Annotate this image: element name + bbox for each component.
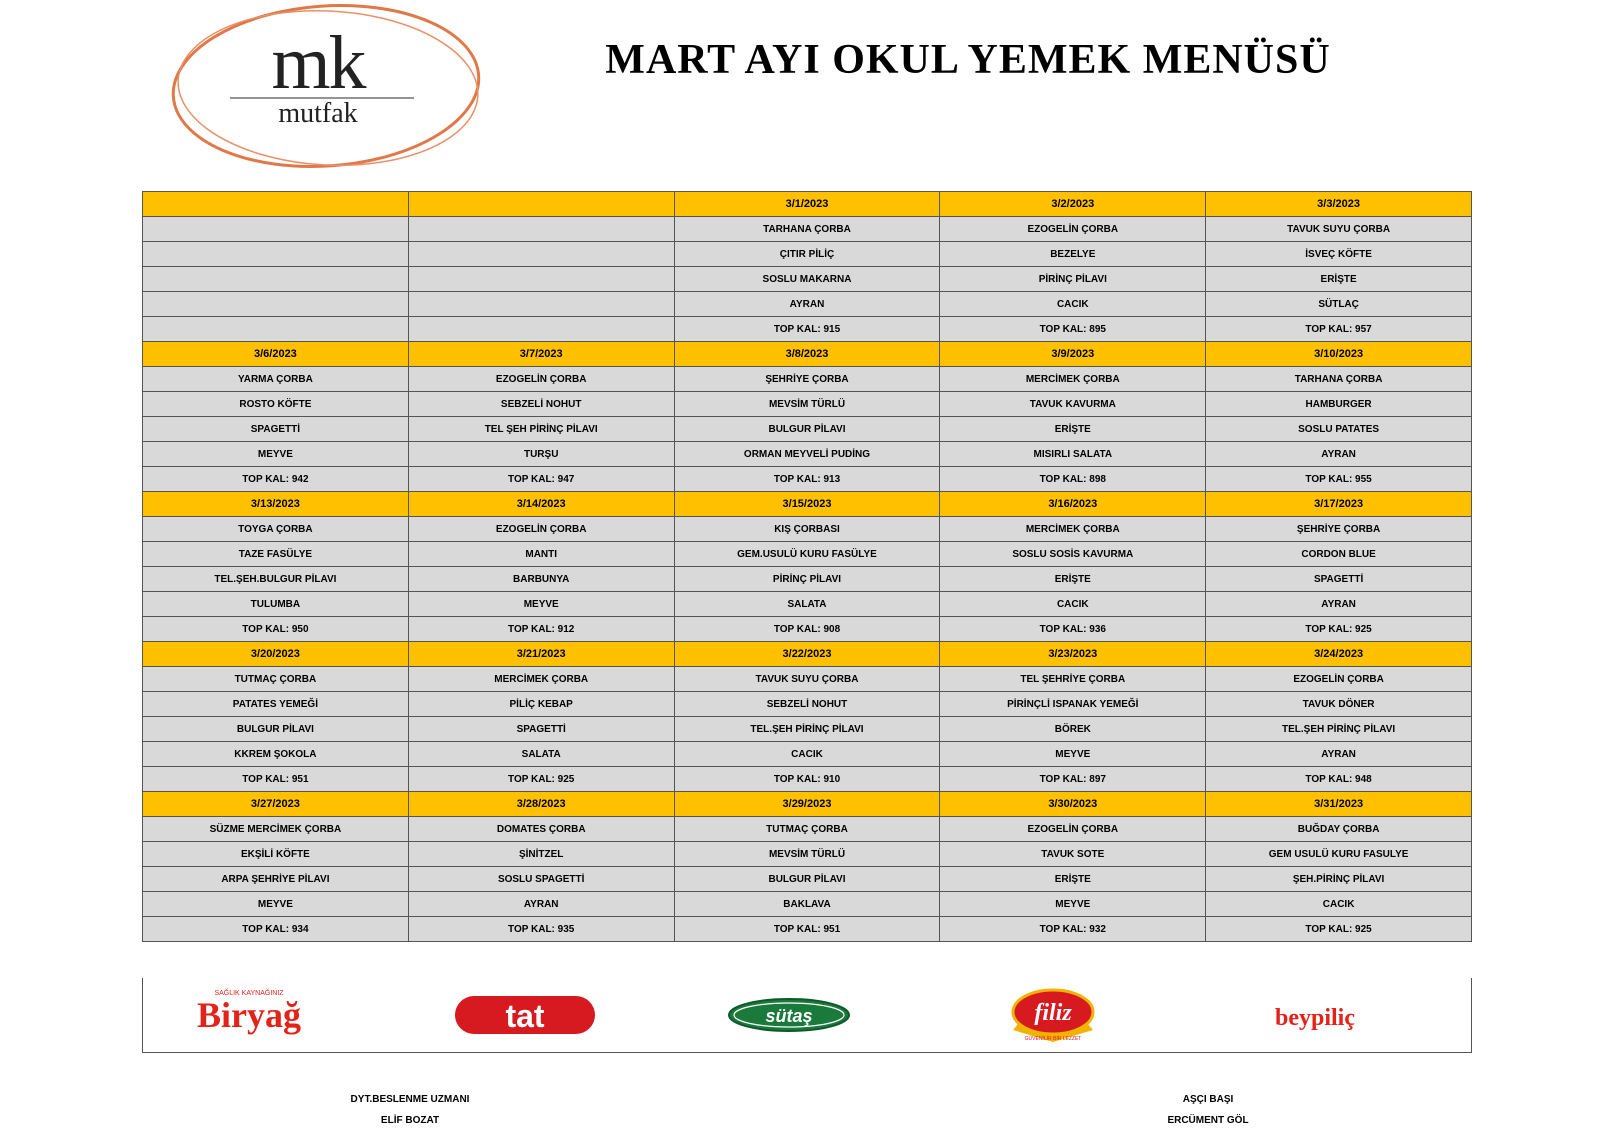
calorie-row (143, 617, 1472, 642)
calorie-cell: TOP KAL: 925 (408, 767, 674, 792)
meal-row (143, 392, 1472, 417)
meal-cell: TEL.ŞEH PİRİNÇ PİLAVI (674, 717, 940, 742)
date-cell: 3/21/2023 (408, 642, 674, 667)
meal-cell: AYRAN (408, 892, 674, 917)
meal-cell: ERİŞTE (1206, 267, 1472, 292)
calorie-cell: TOP KAL: 913 (674, 467, 940, 492)
meal-cell: TAVUK KAVURMA (940, 392, 1206, 417)
date-cell: 3/17/2023 (1206, 492, 1472, 517)
biryag-wordmark: Biryağ (197, 995, 301, 1035)
date-cell: 3/14/2023 (408, 492, 674, 517)
meal-cell: SPAGETTİ (143, 417, 409, 442)
meal-row (143, 592, 1472, 617)
meal-cell: BUĞDAY ÇORBA (1206, 817, 1472, 842)
meal-row (143, 517, 1472, 542)
meal-cell: EZOGELİN ÇORBA (940, 217, 1206, 242)
logo-name: mutfak (278, 98, 358, 129)
meal-cell: KIŞ ÇORBASI (674, 517, 940, 542)
meal-cell: SÜTLAÇ (1206, 292, 1472, 317)
filiz-tagline: GÜVENİLİR BİR LEZZET (1024, 1036, 1082, 1042)
calorie-cell: TOP KAL: 936 (940, 617, 1206, 642)
meal-cell: CACIK (940, 292, 1206, 317)
meal-cell: MERCİMEK ÇORBA (940, 517, 1206, 542)
meal-cell: PİRİNÇ PİLAVI (674, 567, 940, 592)
meal-cell: CACIK (674, 742, 940, 767)
sponsor-strip (142, 978, 1472, 1053)
meal-row (143, 692, 1472, 717)
meal-row (143, 367, 1472, 392)
calorie-cell: TOP KAL: 951 (674, 917, 940, 942)
date-cell: 3/13/2023 (143, 492, 409, 517)
meal-cell: CACIK (940, 592, 1206, 617)
date-cell: 3/23/2023 (940, 642, 1206, 667)
meal-cell: MEVSİM TÜRLÜ (674, 842, 940, 867)
calorie-cell: TOP KAL: 915 (674, 317, 940, 342)
meal-cell: ŞEHRİYE ÇORBA (674, 367, 940, 392)
meal-cell (408, 242, 674, 267)
meal-row (143, 417, 1472, 442)
meal-cell (143, 217, 409, 242)
meal-row (143, 842, 1472, 867)
date-cell: 3/20/2023 (143, 642, 409, 667)
meal-cell: BEZELYE (940, 242, 1206, 267)
meal-cell: PİRİNÇLİ ISPANAK YEMEĞİ (940, 692, 1206, 717)
date-cell: 3/8/2023 (674, 342, 940, 367)
meal-row (143, 867, 1472, 892)
date-cell: 3/28/2023 (408, 792, 674, 817)
meal-cell: BARBUNYA (408, 567, 674, 592)
meal-cell: EZOGELİN ÇORBA (408, 517, 674, 542)
meal-row (143, 567, 1472, 592)
meal-cell: ÇITIR PİLİÇ (674, 242, 940, 267)
meal-cell: SPAGETTİ (408, 717, 674, 742)
meal-cell: HAMBURGER (1206, 392, 1472, 417)
meal-cell: TAVUK SUYU ÇORBA (674, 667, 940, 692)
meal-cell: AYRAN (1206, 592, 1472, 617)
meal-cell (408, 217, 674, 242)
meal-cell: İSVEÇ KÖFTE (1206, 242, 1472, 267)
filiz-logo (953, 982, 1153, 1047)
meal-cell: SALATA (408, 742, 674, 767)
meal-cell: SPAGETTİ (1206, 567, 1472, 592)
meal-cell: TEL ŞEHRİYE ÇORBA (940, 667, 1206, 692)
date-row (143, 342, 1472, 367)
date-row (143, 642, 1472, 667)
meal-cell: TOYGA ÇORBA (143, 517, 409, 542)
date-cell: 3/7/2023 (408, 342, 674, 367)
meal-cell: TAVUK SUYU ÇORBA (1206, 217, 1472, 242)
calorie-cell: TOP KAL: 912 (408, 617, 674, 642)
meal-cell: MERCİMEK ÇORBA (408, 667, 674, 692)
date-cell: 3/10/2023 (1206, 342, 1472, 367)
meal-cell: MEYVE (940, 742, 1206, 767)
date-row (143, 192, 1472, 217)
meal-cell (143, 292, 409, 317)
meal-cell (408, 267, 674, 292)
chef-role: AŞÇI BAŞI (1182, 1094, 1234, 1105)
calorie-cell: TOP KAL: 955 (1206, 467, 1472, 492)
meal-cell: SALATA (674, 592, 940, 617)
meal-cell: BULGUR PİLAVI (674, 417, 940, 442)
meal-cell: TAZE FASÜLYE (143, 542, 409, 567)
meal-cell: TURŞU (408, 442, 674, 467)
meal-cell: AYRAN (674, 292, 940, 317)
meal-cell: BAKLAVA (674, 892, 940, 917)
calorie-cell: TOP KAL: 925 (1206, 917, 1472, 942)
tat-wordmark: tat (505, 998, 545, 1034)
meal-cell: MISIRLI SALATA (940, 442, 1206, 467)
meal-cell: MERCİMEK ÇORBA (940, 367, 1206, 392)
calorie-cell: TOP KAL: 950 (143, 617, 409, 642)
sutas-logo (689, 982, 889, 1047)
meal-cell: ŞEHRİYE ÇORBA (1206, 517, 1472, 542)
meal-cell: BÖREK (940, 717, 1206, 742)
meal-cell: AYRAN (1206, 742, 1472, 767)
date-cell: 3/24/2023 (1206, 642, 1472, 667)
meal-cell: ROSTO KÖFTE (143, 392, 409, 417)
calorie-cell: TOP KAL: 932 (940, 917, 1206, 942)
meal-cell: SEBZELİ NOHUT (408, 392, 674, 417)
dietitian-name: ELİF BOZAT (380, 1115, 440, 1126)
calorie-cell: TOP KAL: 925 (1206, 617, 1472, 642)
date-cell: 3/2/2023 (940, 192, 1206, 217)
meal-cell (408, 292, 674, 317)
meal-cell: ERİŞTE (940, 867, 1206, 892)
meal-cell: KKREM ŞOKOLA (143, 742, 409, 767)
meal-cell: EZOGELİN ÇORBA (1206, 667, 1472, 692)
date-cell (408, 192, 674, 217)
beypilic-logo (1215, 982, 1415, 1047)
date-row (143, 792, 1472, 817)
meal-cell: MANTI (408, 542, 674, 567)
chef-name: ERCÜMENT GÖL (1167, 1115, 1249, 1126)
date-cell: 3/27/2023 (143, 792, 409, 817)
meal-cell: EZOGELİN ÇORBA (408, 367, 674, 392)
meal-cell (143, 267, 409, 292)
meal-cell: MEYVE (143, 442, 409, 467)
meal-cell: EKŞİLİ KÖFTE (143, 842, 409, 867)
calorie-row (143, 767, 1472, 792)
calorie-cell: TOP KAL: 947 (408, 467, 674, 492)
meal-cell: MEYVE (408, 592, 674, 617)
meal-cell: ERİŞTE (940, 417, 1206, 442)
date-cell: 3/9/2023 (940, 342, 1206, 367)
meal-row (143, 442, 1472, 467)
logo-mark: mk (271, 21, 365, 105)
meal-cell: MEYVE (143, 892, 409, 917)
meal-row (143, 292, 1472, 317)
meal-cell: TEL ŞEH PİRİNÇ PİLAVI (408, 417, 674, 442)
mk-mutfak-logo (168, 0, 486, 172)
beypilic-wordmark: beypiliç (1274, 1005, 1356, 1031)
meal-cell: ŞEH.PİRİNÇ PİLAVI (1206, 867, 1472, 892)
meal-cell: DOMATES ÇORBA (408, 817, 674, 842)
date-cell: 3/31/2023 (1206, 792, 1472, 817)
date-row (143, 492, 1472, 517)
date-cell: 3/1/2023 (674, 192, 940, 217)
calorie-cell: TOP KAL: 908 (674, 617, 940, 642)
meal-cell (143, 242, 409, 267)
date-cell: 3/30/2023 (940, 792, 1206, 817)
meal-cell: PATATES YEMEĞİ (143, 692, 409, 717)
calorie-row (143, 917, 1472, 942)
biryag-tagline: SAĞLIK KAYNAĞINIZ (214, 990, 284, 997)
calorie-cell: TOP KAL: 898 (940, 467, 1206, 492)
menu-table (142, 191, 1472, 942)
calorie-row (143, 317, 1472, 342)
meal-cell: GEM USULÜ KURU FASULYE (1206, 842, 1472, 867)
calorie-cell (143, 317, 409, 342)
meal-cell: TARHANA ÇORBA (674, 217, 940, 242)
meal-row (143, 667, 1472, 692)
meal-cell: AYRAN (1206, 442, 1472, 467)
meal-cell: TUTMAÇ ÇORBA (674, 817, 940, 842)
meal-row (143, 542, 1472, 567)
meal-cell: TAVUK DÖNER (1206, 692, 1472, 717)
meal-cell: TULUMBA (143, 592, 409, 617)
filiz-wordmark: filiz (1034, 1000, 1072, 1026)
date-cell (143, 192, 409, 217)
meal-cell: MEVSİM TÜRLÜ (674, 392, 940, 417)
date-cell: 3/22/2023 (674, 642, 940, 667)
meal-cell: TEL.ŞEH PİRİNÇ PİLAVI (1206, 717, 1472, 742)
meal-cell: ORMAN MEYVELİ PUDİNG (674, 442, 940, 467)
calorie-cell: TOP KAL: 948 (1206, 767, 1472, 792)
calorie-cell: TOP KAL: 951 (143, 767, 409, 792)
meal-cell: SOSLU SOSİS KAVURMA (940, 542, 1206, 567)
biryag-logo (149, 982, 349, 1047)
calorie-cell: TOP KAL: 935 (408, 917, 674, 942)
meal-row (143, 742, 1472, 767)
meal-cell: YARMA ÇORBA (143, 367, 409, 392)
meal-row (143, 817, 1472, 842)
meal-cell: GEM.USULÜ KURU FASÜLYE (674, 542, 940, 567)
meal-cell: PİLİÇ KEBAP (408, 692, 674, 717)
tat-logo (425, 982, 625, 1047)
meal-cell: ŞİNİTZEL (408, 842, 674, 867)
calorie-cell: TOP KAL: 895 (940, 317, 1206, 342)
meal-cell: CACIK (1206, 892, 1472, 917)
date-cell: 3/3/2023 (1206, 192, 1472, 217)
meal-cell: TUTMAÇ ÇORBA (143, 667, 409, 692)
meal-cell: SEBZELİ NOHUT (674, 692, 940, 717)
meal-row (143, 242, 1472, 267)
meal-cell: SOSLU PATATES (1206, 417, 1472, 442)
meal-cell: EZOGELİN ÇORBA (940, 817, 1206, 842)
calorie-row (143, 467, 1472, 492)
calorie-cell: TOP KAL: 957 (1206, 317, 1472, 342)
date-cell: 3/16/2023 (940, 492, 1206, 517)
meal-row (143, 717, 1472, 742)
meal-cell: ERİŞTE (940, 567, 1206, 592)
page-title: MART AYI OKUL YEMEK MENÜSÜ (605, 37, 1331, 83)
meal-cell: CORDON BLUE (1206, 542, 1472, 567)
meal-cell: BULGUR PİLAVI (674, 867, 940, 892)
meal-row (143, 217, 1472, 242)
calorie-cell: TOP KAL: 897 (940, 767, 1206, 792)
meal-cell: SÜZME MERCİMEK ÇORBA (143, 817, 409, 842)
calorie-cell: TOP KAL: 942 (143, 467, 409, 492)
meal-cell: ARPA ŞEHRİYE PİLAVI (143, 867, 409, 892)
meal-cell: SOSLU MAKARNA (674, 267, 940, 292)
meal-cell: PİRİNÇ PİLAVI (940, 267, 1206, 292)
meal-cell: TARHANA ÇORBA (1206, 367, 1472, 392)
date-cell: 3/29/2023 (674, 792, 940, 817)
dietitian-role: DYT.BESLENME UZMANI (350, 1094, 470, 1105)
sutas-wordmark: sütaş (765, 1006, 813, 1026)
meal-cell: SOSLU SPAGETTİ (408, 867, 674, 892)
meal-row (143, 267, 1472, 292)
meal-cell: BULGUR PİLAVI (143, 717, 409, 742)
date-cell: 3/15/2023 (674, 492, 940, 517)
calorie-cell: TOP KAL: 910 (674, 767, 940, 792)
calorie-cell: TOP KAL: 934 (143, 917, 409, 942)
meal-cell: TEL.ŞEH.BULGUR PİLAVI (143, 567, 409, 592)
meal-cell: TAVUK SOTE (940, 842, 1206, 867)
meal-row (143, 892, 1472, 917)
calorie-cell (408, 317, 674, 342)
meal-cell: MEYVE (940, 892, 1206, 917)
date-cell: 3/6/2023 (143, 342, 409, 367)
